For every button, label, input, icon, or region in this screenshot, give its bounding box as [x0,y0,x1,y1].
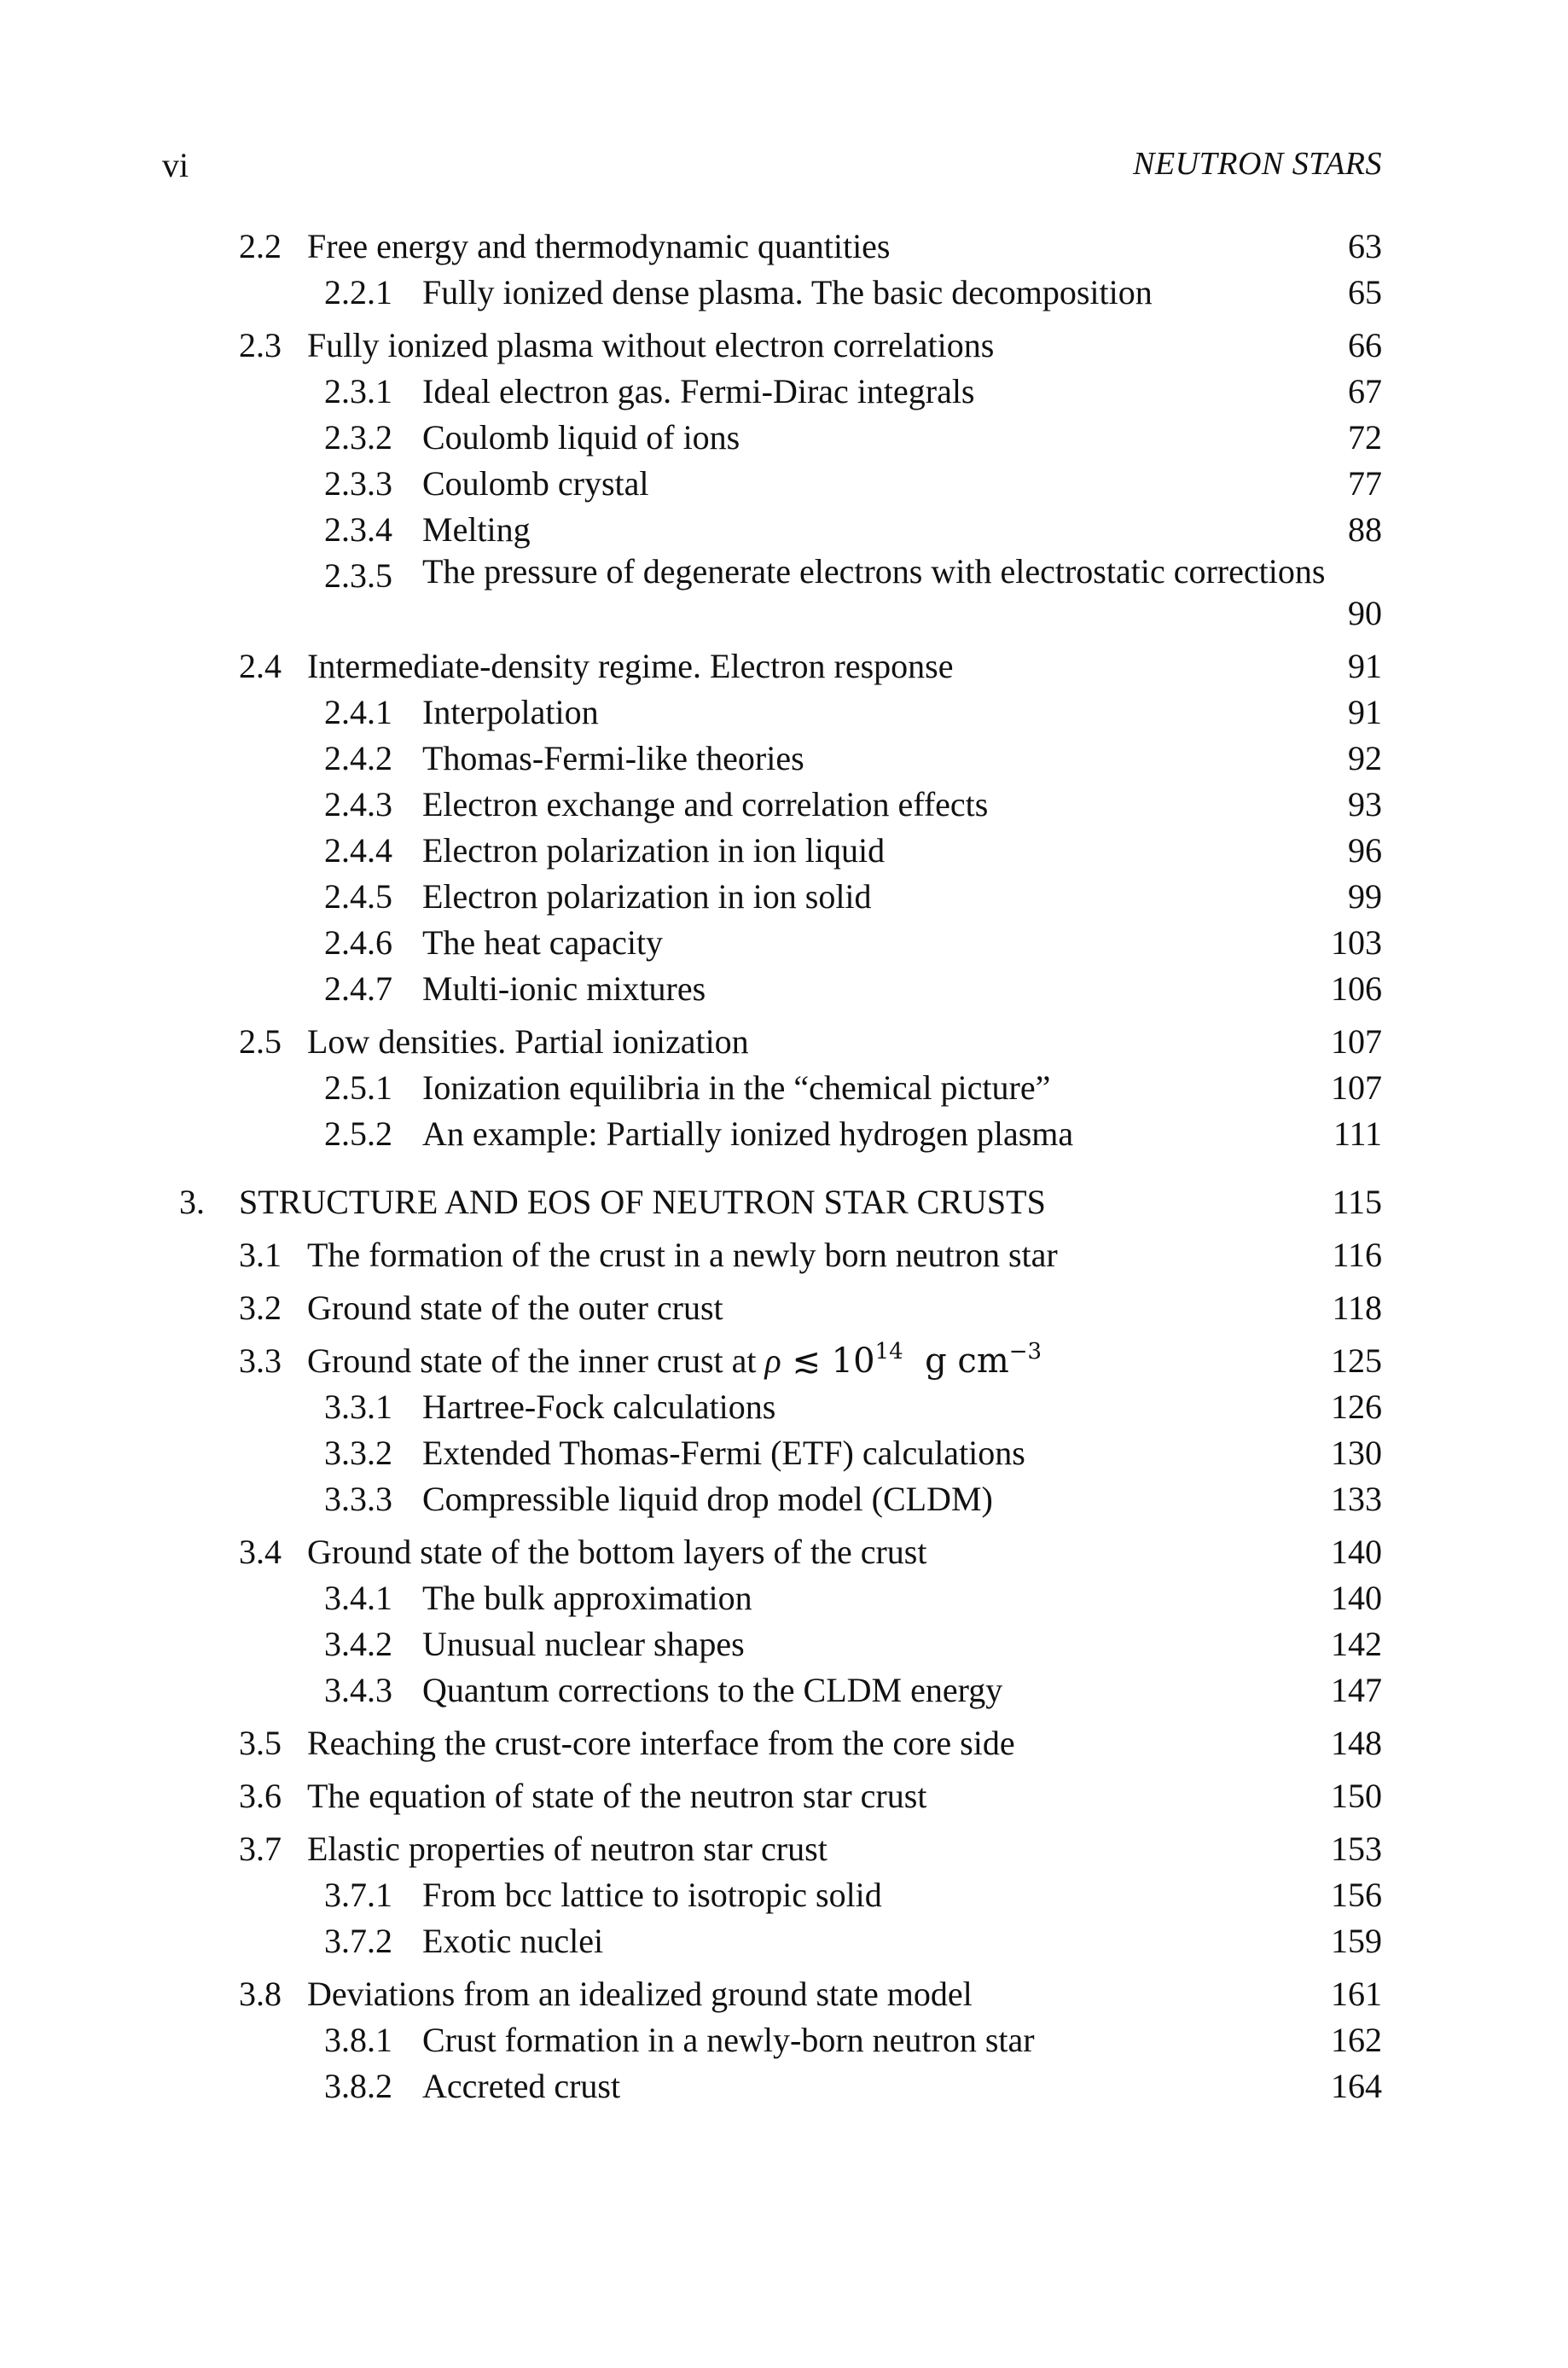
toc-entry-title: Multi-ionic mixtures [422,969,706,1008]
toc-entry-title: Electron polarization in ion liquid [422,831,886,870]
toc-entry-number: 2.2.1 [324,273,392,311]
toc-entry-3-2[interactable] [162,1285,1382,1331]
toc-entry-number: 3.3.1 [324,1388,392,1426]
toc-entry-page: 161 [1331,1975,1382,2013]
toc-entry-title: Electron polarization in ion solid [422,877,872,916]
toc-entry-page: 107 [1331,1022,1382,1061]
toc-entry-2-4-6[interactable] [162,920,1382,966]
toc-entry-title: STRUCTURE AND EOS OF NEUTRON STAR CRUSTS [239,1183,1046,1221]
toc-entry-page: 63 [1348,227,1382,265]
toc-chapter-3[interactable] [162,1179,1382,1225]
toc-entry-page: 92 [1348,739,1382,777]
toc-entry-page: 147 [1331,1671,1382,1709]
toc-entry-title: Extended Thomas-Fermi (ETF) calculations [422,1434,1025,1472]
toc-entry-number: 2.2 [239,227,282,265]
toc-entry-page: 150 [1331,1777,1382,1815]
toc-entry-title: Accreted crust [422,2067,621,2105]
toc-entry-number: 3.3.3 [324,1480,392,1518]
toc-entry-page: 130 [1331,1434,1382,1472]
toc-entry-number: 2.4.2 [324,739,392,777]
toc-entry-number: 3.1 [239,1236,282,1274]
toc-entry-3-4[interactable] [162,1529,1382,1575]
toc-entry-page: 88 [1348,510,1382,549]
toc-entry-title: Exotic nuclei [422,1922,604,1960]
toc-entry-3-3-3[interactable] [162,1476,1382,1522]
toc-entry-number: 3.4.1 [324,1579,392,1617]
toc-entry-number: 3. [179,1183,205,1221]
toc-entry-number: 2.5.1 [324,1068,392,1107]
toc-entry-2-3-1[interactable] [162,369,1382,415]
toc-entry-number: 2.3.5 [324,556,392,595]
toc-entry-page: 72 [1348,418,1382,457]
toc-entry-2-3[interactable] [162,323,1382,369]
toc-entry-title: Compressible liquid drop model (CLDM) [422,1480,993,1518]
page-header [162,145,1382,196]
toc-entry-title: Deviations from an idealized ground state model [307,1975,973,2013]
toc-entry-page: 148 [1331,1724,1382,1762]
toc-entry-number: 3.4.3 [324,1671,392,1709]
toc-entry-number: 2.4 [239,647,282,685]
toc-entry-number: 3.8.2 [324,2067,392,2105]
toc-entry-title: The equation of state of the neutron star crust [307,1777,927,1815]
toc-entry-3-8[interactable] [162,1971,1382,2017]
toc-entry-2-2-1[interactable] [162,270,1382,316]
toc-entry-title [307,1338,1042,1384]
toc-entry-page: 111 [1333,1114,1382,1153]
page-number: vi [162,146,189,184]
toc-entry-3-5[interactable] [162,1720,1382,1766]
toc-entry-3-4-3[interactable] [162,1667,1382,1713]
toc-entry-3-6[interactable] [162,1773,1382,1819]
toc-entry-number: 2.3.2 [324,418,392,457]
toc-entry-page: 153 [1331,1830,1382,1868]
toc-entry-page: 91 [1348,693,1382,731]
toc-entry-3-4-2[interactable] [162,1621,1382,1667]
toc-entry-page: 142 [1331,1625,1382,1663]
unit-text: g cm [925,1341,1009,1381]
power-exponent: 14 [874,1339,903,1364]
toc-entry-title: Intermediate-density regime. Electron response [307,647,954,685]
rho-symbol: ρ [764,1341,781,1380]
table-of-contents [162,224,1382,2109]
toc-entry-page: 65 [1348,273,1382,311]
toc-entry-number: 2.4.1 [324,693,392,731]
running-title: NEUTRON STARS [1133,146,1382,182]
toc-entry-3-8-1[interactable] [162,2017,1382,2063]
toc-entry-number: 3.3.2 [324,1434,392,1472]
relation-symbol: ≲ [792,1341,821,1381]
toc-entry-title: Free energy and thermodynamic quantities [307,227,891,265]
toc-entry-title: Ground state of the bottom layers of the crust [307,1533,927,1571]
toc-entry-number: 2.4.5 [324,877,392,916]
toc-entry-page: 90 [1348,594,1382,632]
toc-entry-page: 115 [1332,1183,1382,1221]
toc-entry-number: 3.8 [239,1975,282,2013]
toc-entry-page: 67 [1348,372,1382,410]
toc-entry-3-7-2[interactable] [162,1918,1382,1964]
toc-entry-title: Crust formation in a newly-born neutron star [422,2021,1035,2059]
toc-entry-2-3-3[interactable] [162,461,1382,507]
toc-entry-page: 96 [1348,831,1382,870]
toc-entry-title: Coulomb crystal [422,464,649,503]
toc-entry-2-4-4[interactable] [162,828,1382,874]
toc-entry-title: Ground state of the outer crust [307,1289,723,1327]
toc-entry-2-5[interactable] [162,1019,1382,1065]
toc-entry-2-4-5[interactable] [162,874,1382,920]
toc-entry-number: 3.7.2 [324,1922,392,1960]
toc-entry-number: 2.5.2 [324,1114,392,1153]
toc-entry-number: 3.8.1 [324,2021,392,2059]
toc-entry-page: 118 [1332,1289,1382,1327]
toc-entry-title: From bcc lattice to isotropic solid [422,1876,882,1914]
toc-entry-page: 106 [1331,969,1382,1008]
toc-entry-title: Elastic properties of neutron star crust [307,1830,828,1868]
toc-entry-3-1[interactable] [162,1232,1382,1278]
toc-entry-title: Unusual nuclear shapes [422,1625,745,1663]
toc-entry-number: 3.5 [239,1724,282,1762]
toc-entry-page: 156 [1331,1876,1382,1914]
toc-entry-title: Low densities. Partial ionization [307,1022,749,1061]
toc-entry-title: Ideal electron gas. Fermi-Dirac integrals [422,372,975,410]
toc-entry-number: 3.4.2 [324,1625,392,1663]
toc-entry-page: 77 [1348,464,1382,503]
toc-entry-title: Melting [422,510,531,549]
toc-entry-page: 103 [1331,923,1382,962]
toc-entry-title: Quantum corrections to the CLDM energy [422,1671,1003,1709]
toc-entry-number: 2.4.6 [324,923,392,962]
toc-entry-number: 3.7.1 [324,1876,392,1914]
toc-entry-title: Hartree-Fock calculations [422,1388,776,1426]
toc-entry-2-3-2[interactable] [162,415,1382,461]
toc-entry-page: 66 [1348,326,1382,364]
toc-entry-number: 2.3.4 [324,510,392,549]
toc-entry-2-4-2[interactable] [162,736,1382,782]
toc-entry-3-8-2[interactable] [162,2063,1382,2109]
toc-entry-2-4-7[interactable] [162,966,1382,1012]
toc-entry-2-3-4[interactable] [162,507,1382,553]
toc-entry-title: Coulomb liquid of ions [422,418,740,457]
toc-entry-3-3[interactable] [162,1338,1382,1384]
toc-entry-page: 91 [1348,647,1382,685]
toc-entry-title: The bulk approximation [422,1579,752,1617]
toc-entry-number: 2.3 [239,326,282,364]
toc-entry-page: 99 [1348,877,1382,916]
toc-entry-2-5-2[interactable] [162,1111,1382,1157]
toc-entry-page: 133 [1331,1480,1382,1518]
toc-entry-page: 159 [1331,1922,1382,1960]
toc-entry-title-text: Ground state of the inner crust at [307,1341,757,1380]
toc-entry-page: 126 [1331,1388,1382,1426]
power-base: 10 [831,1341,875,1381]
toc-entry-page: 107 [1331,1068,1382,1107]
toc-entry-2-5-1[interactable] [162,1065,1382,1111]
toc-entry-number: 2.5 [239,1022,282,1061]
toc-entry-page: 93 [1348,785,1382,823]
toc-entry-number: 3.6 [239,1777,282,1815]
toc-entry-title: Interpolation [422,693,599,731]
toc-entry-2-4-3[interactable] [162,782,1382,828]
toc-entry-3-3-2[interactable] [162,1430,1382,1476]
toc-entry-title: Reaching the crust-core interface from the core side [307,1724,1015,1762]
toc-entry-title: Electron exchange and correlation effects [422,785,989,823]
toc-entry-number: 2.4.3 [324,785,392,823]
toc-entry-page: 140 [1331,1579,1382,1617]
toc-entry-number: 3.7 [239,1830,282,1868]
toc-entry-3-7[interactable] [162,1826,1382,1872]
toc-entry-title: The pressure of degenerate electrons with electrostatic corrections [422,552,1326,591]
toc-entry-2-2[interactable] [162,224,1382,270]
toc-entry-number: 2.3.3 [324,464,392,503]
toc-entry-title: An example: Partially ionized hydrogen plasma [422,1114,1074,1153]
toc-entry-page: 125 [1331,1341,1382,1380]
density-expression [765,1341,1042,1381]
toc-entry-title: The heat capacity [422,923,664,962]
toc-entry-number: 2.4.4 [324,831,392,870]
toc-entry-number: 3.3 [239,1341,282,1380]
toc-entry-title: The formation of the crust in a newly born neutron star [307,1236,1058,1274]
unit-exponent: −3 [1008,1339,1042,1364]
toc-entry-number: 2.4.7 [324,969,392,1008]
toc-entry-2-4[interactable] [162,643,1382,689]
toc-entry-3-3-1[interactable] [162,1384,1382,1430]
toc-entry-3-4-1[interactable] [162,1575,1382,1621]
toc-entry-page: 164 [1331,2067,1382,2105]
toc-entry-number: 3.4 [239,1533,282,1571]
toc-entry-page: 116 [1332,1236,1382,1274]
toc-entry-title: Fully ionized plasma without electron correlations [307,326,995,364]
toc-entry-title: Fully ionized dense plasma. The basic decomposition [422,273,1153,311]
toc-entry-title: Thomas-Fermi-like theories [422,739,804,777]
toc-entry-page: 140 [1331,1533,1382,1571]
toc-entry-2-3-5[interactable] [162,553,1382,637]
toc-entry-3-7-1[interactable] [162,1872,1382,1918]
toc-entry-number: 2.3.1 [324,372,392,410]
toc-entry-number: 3.2 [239,1289,282,1327]
toc-entry-title: Ionization equilibria in the “chemical picture” [422,1068,1051,1107]
toc-entry-2-4-1[interactable] [162,689,1382,736]
toc-entry-page: 162 [1331,2021,1382,2059]
